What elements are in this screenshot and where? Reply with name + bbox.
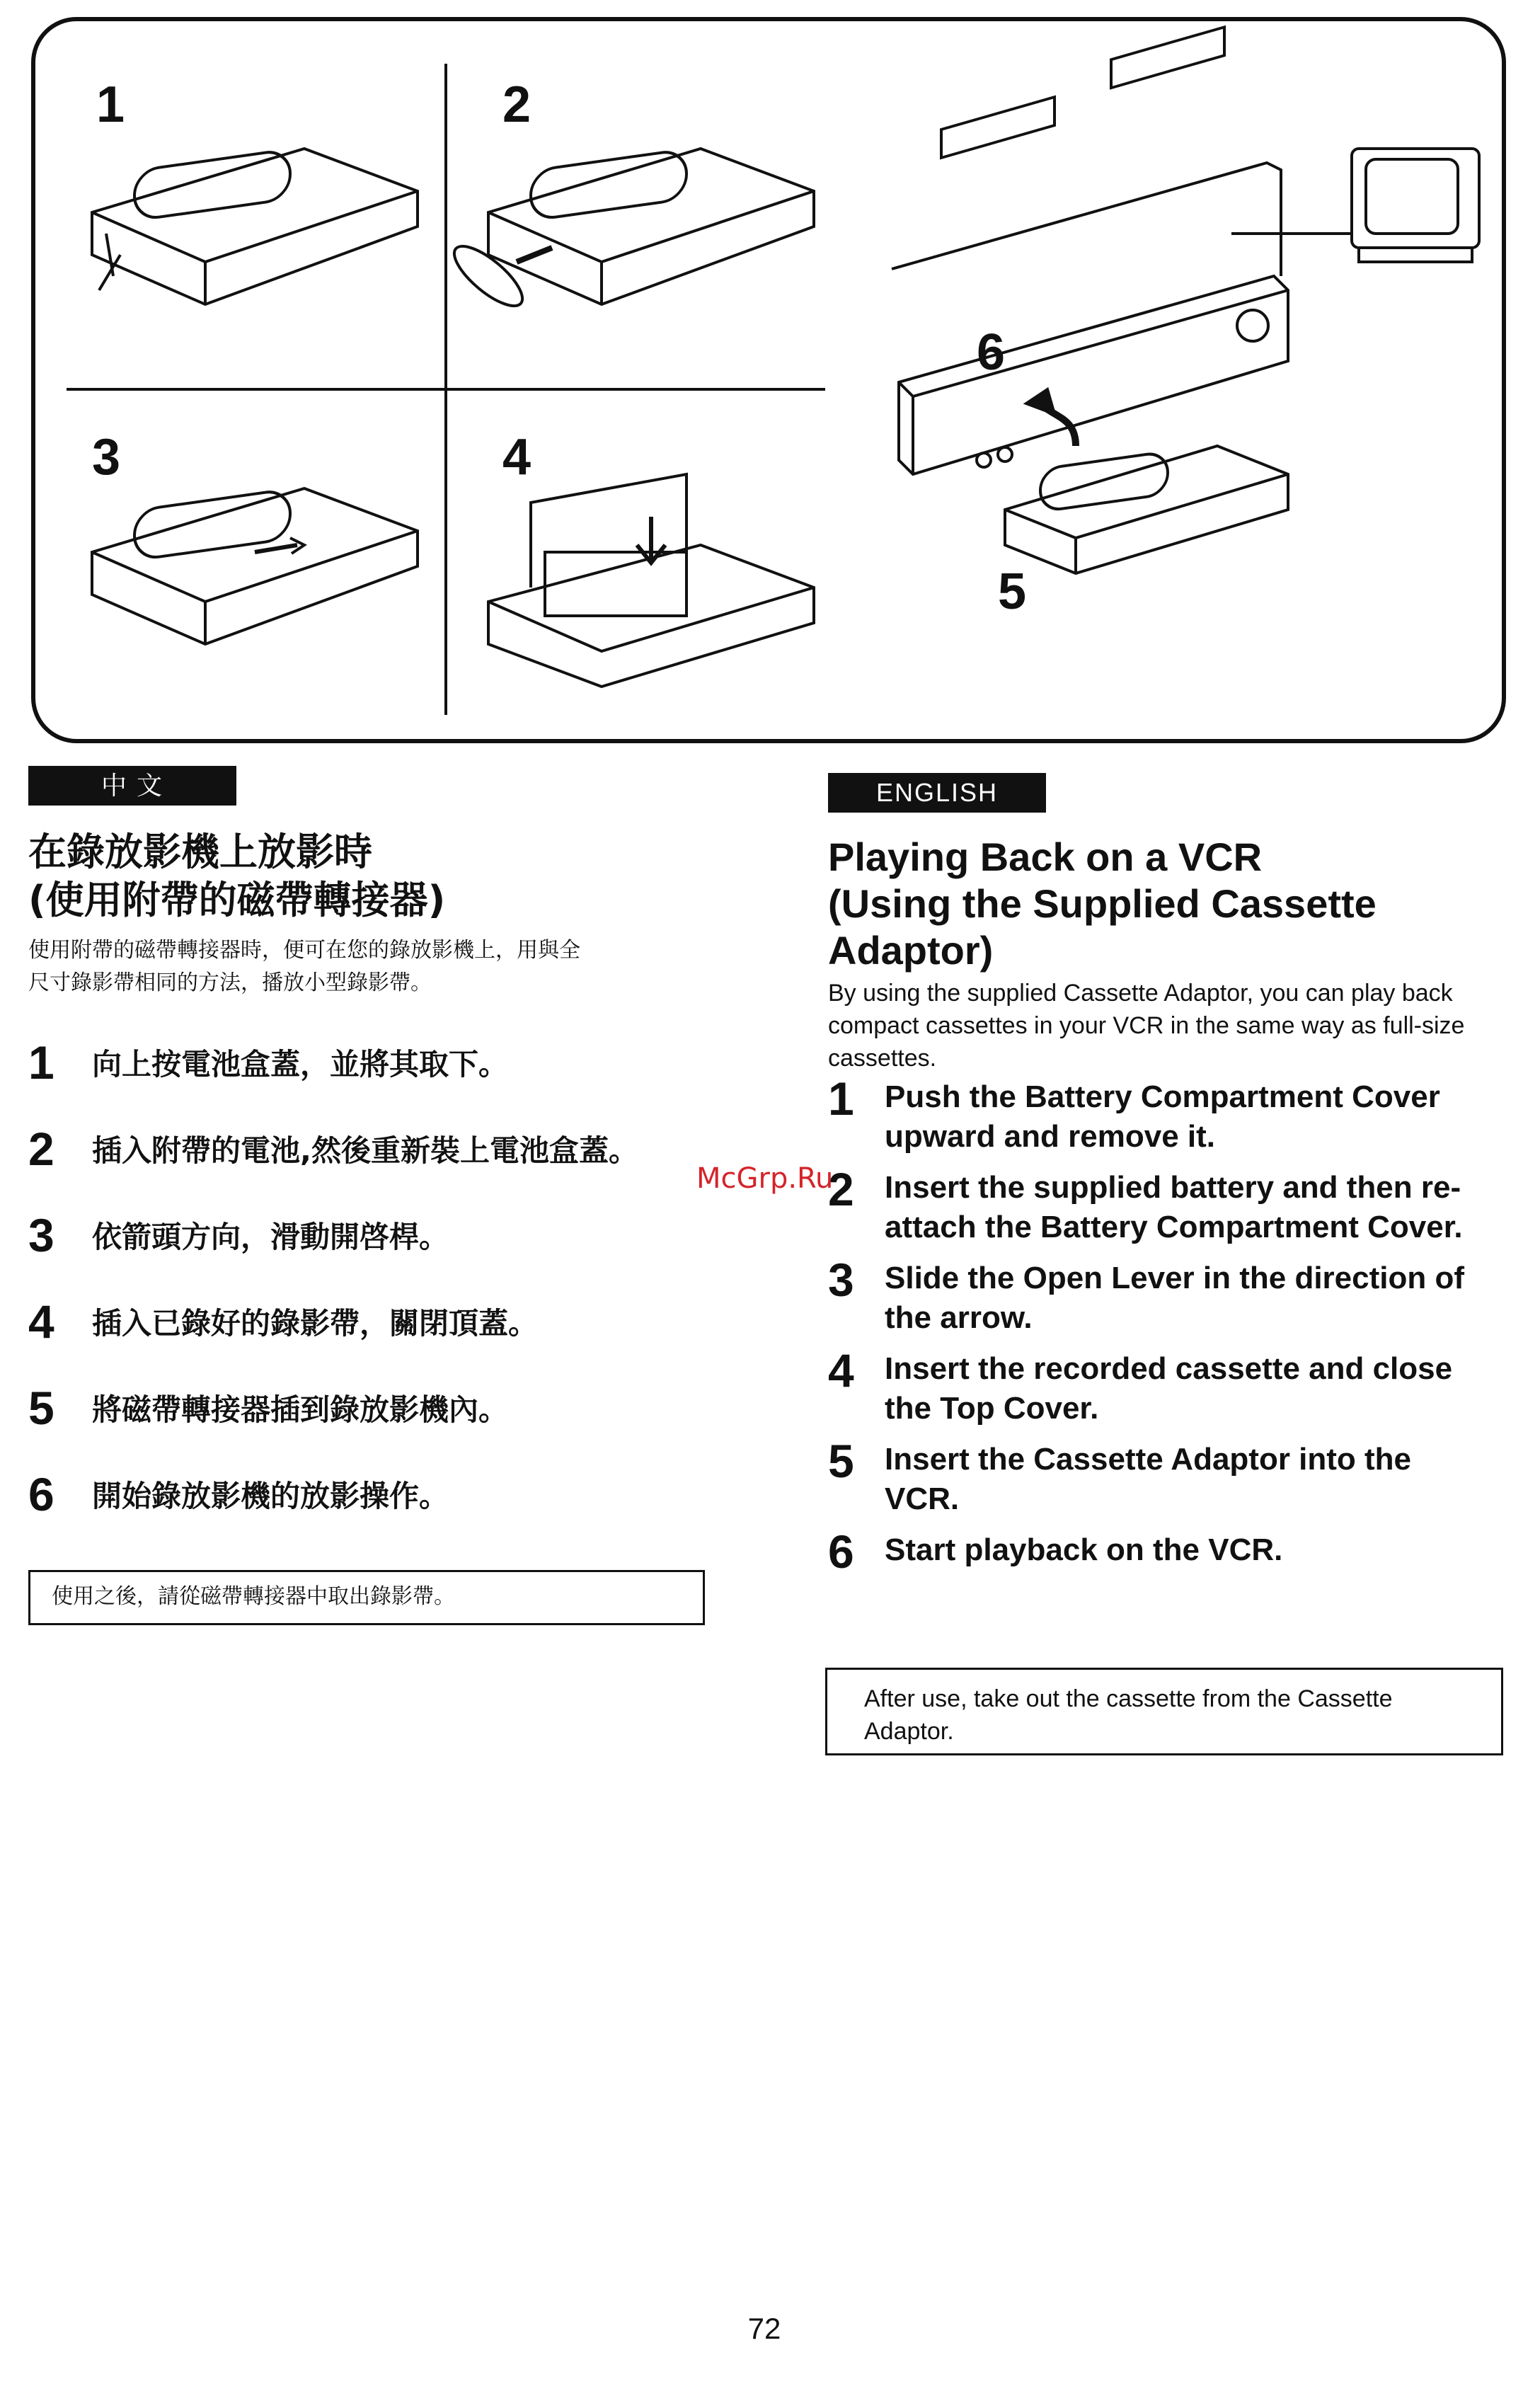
step-number: 2 bbox=[28, 1123, 54, 1175]
english-title-line1: Playing Back on a VCR bbox=[828, 835, 1263, 879]
cassette-adaptor-step1 bbox=[92, 149, 418, 304]
chinese-intro-line2: 尺寸錄影帶相同的方法，播放小型錄影帶。 bbox=[28, 970, 432, 995]
step-number: 4 bbox=[28, 1295, 54, 1348]
page-number: 72 bbox=[747, 2312, 781, 2345]
step-text: 開始錄放影機的放影操作。 bbox=[92, 1479, 449, 1513]
chinese-step bbox=[28, 1106, 722, 1192]
english-intro: By using the supplied Cassette Adaptor, you can play back compact cassettes in your VCR in the same way as full-size cassettes. bbox=[828, 980, 1465, 1072]
english-step bbox=[828, 1344, 1500, 1428]
step-text: Insert the supplied battery and then re-attach the Battery Compartment Cover. bbox=[885, 1170, 1463, 1244]
english-steps bbox=[828, 1072, 1500, 1578]
vcr-illustration bbox=[892, 27, 1352, 474]
chinese-step bbox=[28, 1278, 722, 1365]
english-step bbox=[828, 1435, 1500, 1519]
step-text: 插入附帶的電池,然後重新裝上電池盒蓋。 bbox=[92, 1133, 638, 1168]
figure-step-number: 2 bbox=[502, 76, 531, 133]
language-tag-chinese: 中 文 bbox=[28, 766, 236, 806]
step-number: 2 bbox=[828, 1163, 854, 1215]
cassette-adaptor-step3 bbox=[92, 488, 418, 644]
english-section bbox=[828, 834, 1500, 1584]
step-text: Insert the Cassette Adaptor into the VCR. bbox=[885, 1442, 1412, 1516]
illustration-panel bbox=[31, 17, 1506, 743]
figure-step-number: 4 bbox=[502, 429, 531, 486]
chinese-step bbox=[28, 1365, 722, 1451]
step-text: Push the Battery Compartment Cover upward and remove it. bbox=[885, 1079, 1440, 1154]
chinese-title-line2: (使用附帶的磁帶轉接器) bbox=[28, 878, 446, 922]
chinese-intro bbox=[28, 934, 722, 999]
figure-step-number: 1 bbox=[96, 76, 125, 133]
watermark: McGrp.Ru bbox=[696, 1162, 834, 1195]
step-text: Start playback on the VCR. bbox=[885, 1532, 1283, 1567]
english-step bbox=[828, 1163, 1500, 1247]
step-text: Slide the Open Lever in the direction of the arrow. bbox=[885, 1261, 1465, 1335]
chinese-step bbox=[28, 1192, 722, 1278]
chinese-intro-line1: 使用附帶的磁帶轉接器時，便可在您的錄放影機上，用與全 bbox=[28, 938, 580, 963]
tv-illustration bbox=[1352, 149, 1479, 262]
chinese-note: 使用之後，請從磁帶轉接器中取出錄影帶。 bbox=[28, 1570, 705, 1625]
step-number: 5 bbox=[828, 1435, 854, 1487]
step-number: 1 bbox=[828, 1072, 854, 1125]
cassette-adaptor-step2 bbox=[446, 149, 814, 315]
step-text: Insert the recorded cassette and close the Top Cover. bbox=[885, 1351, 1453, 1426]
english-step bbox=[828, 1072, 1500, 1157]
step-text: 向上按電池盒蓋，並將其取下。 bbox=[92, 1047, 509, 1082]
step-number: 5 bbox=[28, 1382, 54, 1434]
step-text: 依箭頭方向，滑動開啓桿。 bbox=[92, 1220, 449, 1254]
step-number: 1 bbox=[28, 1036, 54, 1089]
step-text: 將磁帶轉接器插到錄放影機內。 bbox=[92, 1392, 509, 1427]
step-number: 3 bbox=[828, 1254, 854, 1306]
english-note: After use, take out the cassette from the Cassette Adaptor. bbox=[825, 1668, 1503, 1755]
chinese-step bbox=[28, 1019, 722, 1106]
english-title-line2: (Using the Supplied Cassette bbox=[828, 881, 1377, 926]
step-number: 4 bbox=[828, 1344, 854, 1397]
chinese-section bbox=[28, 828, 722, 1537]
english-step bbox=[828, 1254, 1500, 1338]
cassette-adaptor-step5 bbox=[1005, 446, 1288, 573]
chinese-steps bbox=[28, 1019, 722, 1537]
figure-step-number: 3 bbox=[92, 429, 121, 486]
cassette-adaptor-step4 bbox=[488, 474, 814, 687]
chinese-step bbox=[28, 1451, 722, 1537]
step-number: 3 bbox=[28, 1209, 54, 1261]
step-text: 插入已錄好的錄影帶，關閉頂蓋。 bbox=[92, 1306, 539, 1341]
step-number: 6 bbox=[828, 1525, 854, 1578]
instruction-illustration bbox=[35, 21, 1510, 747]
figure-step-number: 5 bbox=[998, 563, 1027, 620]
step-number: 6 bbox=[28, 1468, 54, 1520]
language-tag-english: ENGLISH bbox=[828, 773, 1046, 813]
english-step bbox=[828, 1525, 1500, 1578]
chinese-title-line1: 在錄放影機上放影時 bbox=[28, 830, 372, 874]
figure-step-number: 6 bbox=[977, 324, 1006, 381]
english-title-line3: Adaptor) bbox=[828, 928, 994, 973]
